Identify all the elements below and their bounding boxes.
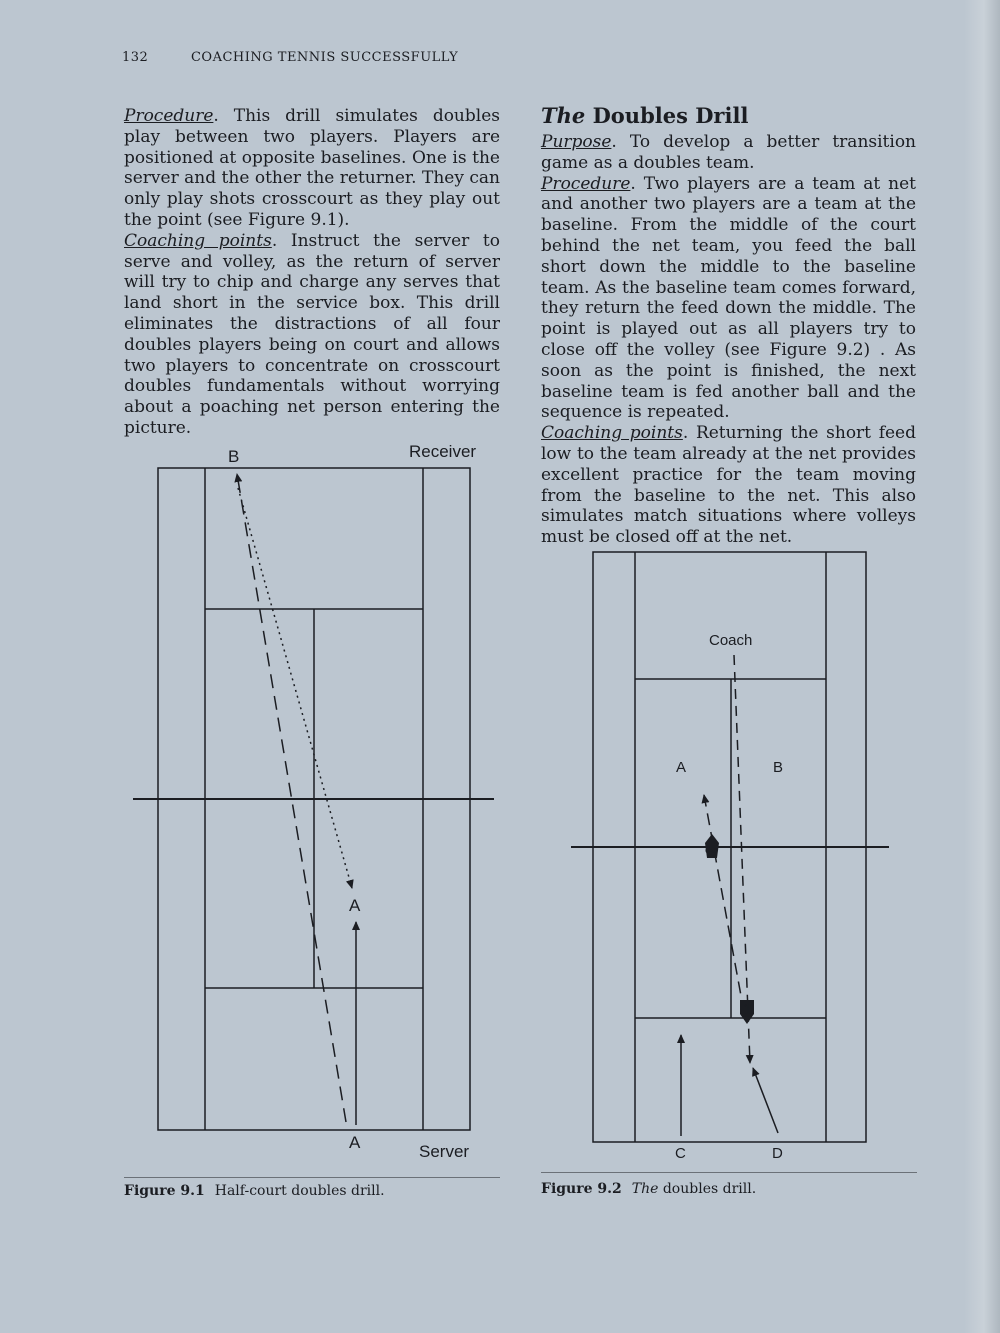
label-c: C: [675, 1145, 686, 1162]
figure-2-caption-text: doubles drill.: [658, 1181, 757, 1197]
purpose-label: Purpose: [541, 132, 612, 152]
figure-1-number: Figure 9.1: [124, 1183, 205, 1199]
running-title: COACHING TENNIS SUCCESSFULLY: [190, 50, 459, 65]
label-a-fig2: A: [676, 759, 687, 776]
running-header: [122, 50, 458, 65]
marker-1: [740, 1000, 754, 1024]
coaching-points-text-2: . Returning the short feed low to the team already at the net provides excellent practice for the team moving from the baseline to the net. This also simulates match situations where volleys must be closed off at the net.: [541, 423, 916, 548]
right-column: [541, 132, 916, 548]
figure-2-rule: [541, 1172, 917, 1173]
coaching-points-paragraph: [124, 231, 500, 439]
label-d: D: [772, 1145, 783, 1162]
section-title: [541, 103, 748, 128]
section-title-rest: Doubles Drill: [585, 103, 749, 128]
coaching-points-text: . Instruct the server to serve and volley, as the return of server will try to chip and charge any serves that land short in the service box. This drill eliminates the distractions of all four doubles players being on court and allows two players to concentrate on crosscourt doubles fundamentals without worrying about a poaching net person entering the picture.: [124, 230, 501, 438]
left-column: [124, 106, 500, 439]
purpose-text: . To develop a better transition game as a doubles team.: [541, 132, 916, 173]
coaching-points-label: Coaching points: [124, 230, 272, 251]
page-number: 132: [122, 50, 149, 65]
marker-2: [702, 834, 720, 858]
return-path-arrow: [238, 488, 352, 888]
procedure-text-2: . Two players are a team at net and another two players are a team at the baseline. From the middle of the court behind the net team, you feed the ball short down the middle to the baseline team. As the baseline team comes forward, they return the feed down the middle. The point is played out as all players try to close off the volley (see Figure 9.2) . As soon as the point is finished, the next baseline team is fed another ball and the sequence is repeated.: [541, 173, 916, 423]
label-a-mid: A: [349, 896, 361, 915]
player-d-arrow: [753, 1068, 778, 1133]
purpose-paragraph: [541, 132, 916, 174]
figure-9-2-diagram: [565, 540, 895, 1170]
label-b: B: [228, 447, 240, 466]
figure-1-rule: [124, 1177, 500, 1178]
label-b-fig2: B: [773, 759, 784, 776]
figure-9-1-diagram: [120, 430, 510, 1170]
return-shot-arrow: [704, 795, 744, 1012]
marker-1-number: 1: [743, 1000, 753, 1019]
procedure-label-2: Procedure: [541, 173, 631, 194]
section-title-italic: The: [541, 103, 586, 128]
procedure-paragraph: [124, 106, 500, 231]
coaching-points-label-2: Coaching points: [541, 423, 683, 444]
label-receiver: Receiver: [409, 442, 477, 461]
procedure-label: Procedure: [124, 106, 214, 126]
figure-2-caption-italic: The: [631, 1181, 659, 1197]
figure-1-caption: [124, 1183, 385, 1199]
coaching-points-paragraph-2: [541, 423, 916, 548]
figure-2-caption: [541, 1181, 756, 1197]
label-coach: Coach: [709, 632, 753, 649]
label-a-bottom: A: [349, 1133, 361, 1152]
book-spine-shadow: [964, 0, 1000, 1333]
procedure-text: . This drill simulates doubles play between two players. Players are positioned at opposite baselines. One is the server and the other the returner. They can only play shots crosscourt as they play out the point (see Figure 9.1).: [124, 106, 500, 230]
figure-1-caption-text: Half-court doubles drill.: [214, 1183, 385, 1199]
marker-2-number: 2: [702, 845, 721, 857]
procedure-paragraph-2: [541, 174, 916, 424]
figure-2-number: Figure 9.2: [541, 1181, 622, 1197]
label-server: Server: [419, 1142, 470, 1161]
